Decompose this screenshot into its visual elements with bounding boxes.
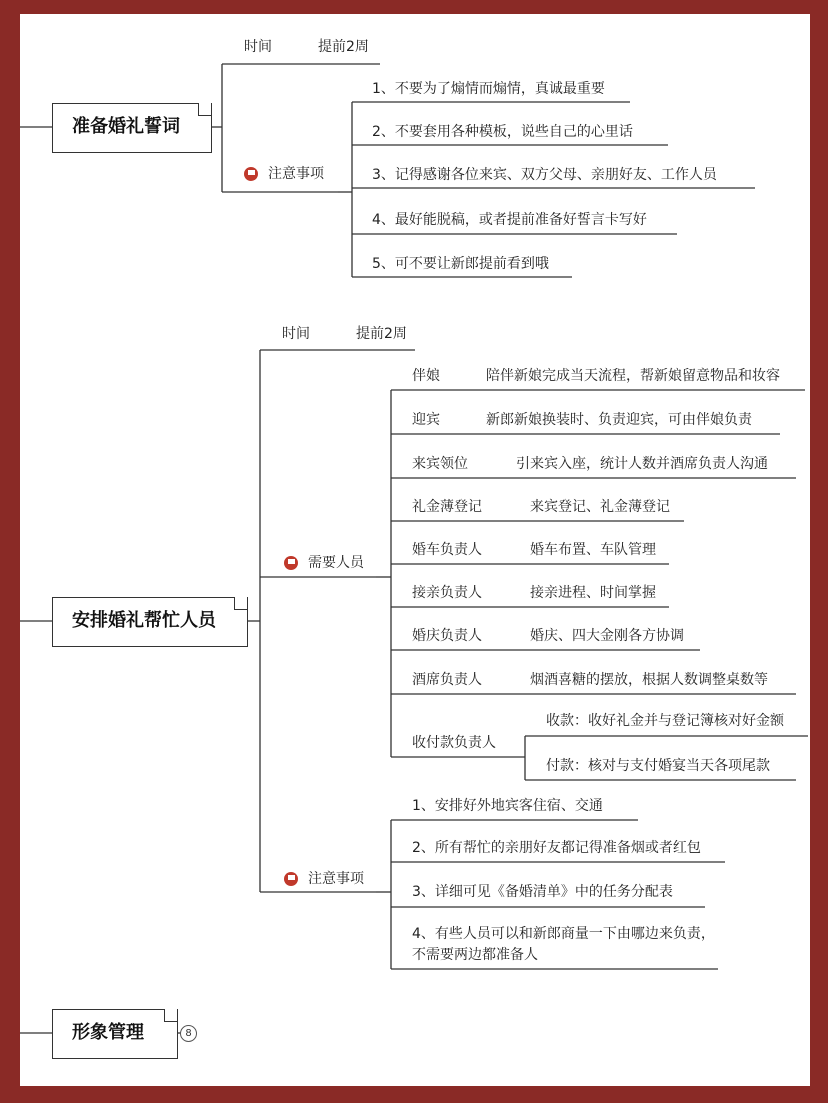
note-item: 5、可不要让新郎提前看到哦	[372, 256, 549, 272]
role-desc: 来宾登记、礼金薄登记	[530, 499, 670, 515]
role-name: 礼金薄登记	[412, 499, 482, 515]
role-desc: 婚庆、四大金刚各方协调	[530, 628, 684, 644]
role-name: 收付款负责人	[412, 735, 496, 751]
role-name: 婚庆负责人	[412, 628, 482, 644]
note-item: 3、详细可见《备婚清单》中的任务分配表	[412, 884, 673, 900]
topic-prepare-vows-label: 准备婚礼誓词	[72, 116, 180, 137]
note-item: 4、有些人员可以和新郎商量一下由哪边来负责，不需要两边都准备人	[412, 926, 715, 963]
role-desc: 接亲进程、时间掌握	[530, 585, 656, 601]
flag-icon	[284, 872, 298, 886]
payment-pay: 付款：核对与支付婚宴当天各项尾款	[546, 758, 770, 774]
time-value: 提前2周	[356, 326, 407, 342]
time-label: 时间	[282, 326, 310, 342]
role-name: 酒席负责人	[412, 672, 482, 688]
time-value: 提前2周	[318, 39, 369, 55]
time-label: 时间	[244, 39, 272, 55]
page-fold-icon	[198, 103, 211, 116]
role-name: 迎宾	[412, 412, 440, 428]
role-desc: 引来宾入座，统计人数并酒席负责人沟通	[516, 456, 768, 472]
note-item: 1、不要为了煽情而煽情，真诚最重要	[372, 81, 605, 97]
role-name: 来宾领位	[412, 456, 468, 472]
note-item: 2、所有帮忙的亲朋好友都记得准备烟或者红包	[412, 840, 701, 856]
note-item: 2、不要套用各种模板，说些自己的心里话	[372, 124, 633, 140]
note-item: 4、最好能脱稿，或者提前准备好誓言卡写好	[372, 212, 647, 228]
role-name: 伴娘	[412, 368, 440, 384]
topic-image-management-label: 形象管理	[72, 1022, 144, 1043]
notes-label: 注意事项	[308, 871, 364, 887]
role-desc: 烟酒喜糖的摆放，根据人数调整桌数等	[530, 672, 768, 688]
role-desc: 陪伴新娘完成当天流程，帮新娘留意物品和妆容	[486, 368, 780, 384]
topic-arrange-helpers-label: 安排婚礼帮忙人员	[72, 610, 216, 631]
role-desc: 婚车布置、车队管理	[530, 542, 656, 558]
role-name: 接亲负责人	[412, 585, 482, 601]
note-item: 3、记得感谢各位来宾、双方父母、亲朋好友、工作人员	[372, 167, 717, 183]
role-desc: 新郎新娘换装时、负责迎宾，可由伴娘负责	[486, 412, 752, 428]
flag-icon	[284, 556, 298, 570]
page-fold-icon	[234, 597, 247, 610]
notes-label: 注意事项	[268, 166, 324, 182]
collapsed-count-badge[interactable]: 8	[180, 1025, 197, 1042]
flag-icon	[244, 167, 258, 181]
mind-map-canvas	[20, 14, 810, 1086]
people-label: 需要人员	[308, 555, 364, 571]
page-fold-icon	[164, 1009, 177, 1022]
role-name: 婚车负责人	[412, 542, 482, 558]
payment-receive: 收款：收好礼金并与登记簿核对好金额	[546, 713, 784, 729]
note-item: 1、安排好外地宾客住宿、交通	[412, 798, 603, 814]
